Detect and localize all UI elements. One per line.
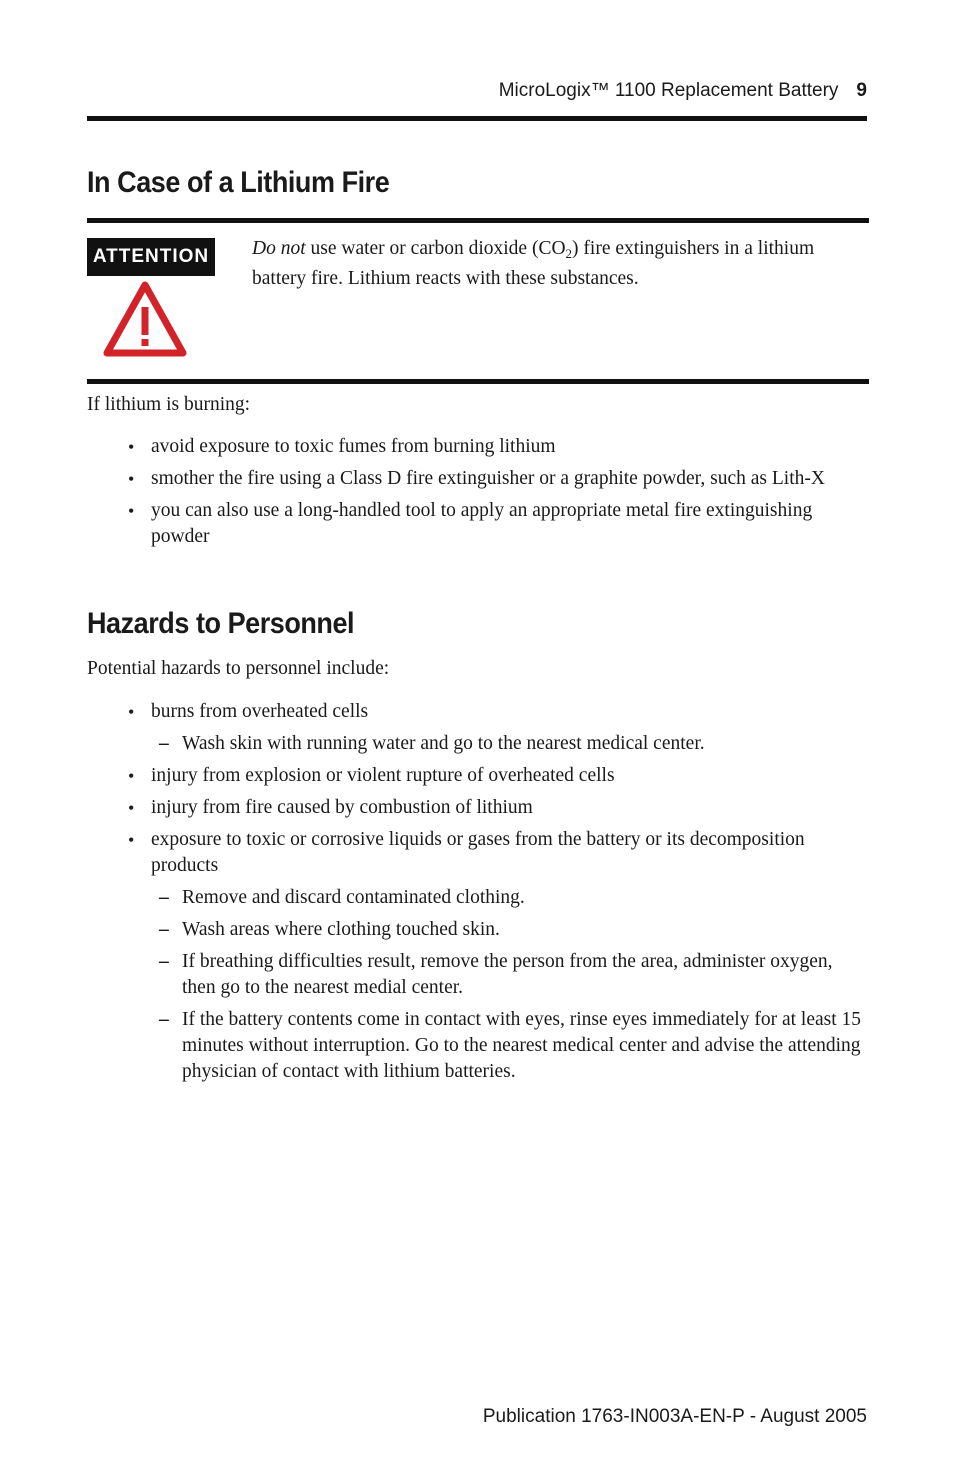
list-item: • you can also use a long-handled tool to apply an appropriate metal fire extinguishing powder — [0, 498, 867, 550]
section-title-lithium-fire: In Case of a Lithium Fire — [87, 166, 390, 199]
sub-list-item: – Remove and discard contaminated clothing. — [0, 885, 867, 911]
sub-list-item: – If the battery contents come in contact with eyes, rinse eyes immediately for at least 15 minutes without interruption. Go to the nearest medical center and advise the attending physician of contact with lithium batteries. — [0, 1007, 867, 1085]
hazards-list — [0, 699, 954, 1085]
list-item: • smother the fire using a Class D fire extinguisher or a graphite powder, such as Lith-X — [0, 466, 867, 492]
running-header — [87, 80, 867, 102]
attention-text-b: ) fire extinguishers in a lithium battery fire. Lithium reacts with these substances. — [252, 238, 815, 289]
sub-list-item: – If breathing difficulties result, remove the person from the area, administer oxygen, then go to the nearest medial center. — [0, 949, 867, 1001]
section-title-hazards: Hazards to Personnel — [87, 607, 355, 640]
sub-list-item: – Wash areas where clothing touched skin. — [0, 917, 867, 943]
fire-intro: If lithium is burning: — [87, 394, 251, 415]
header-rule — [87, 116, 867, 121]
hazards-intro: Potential hazards to personnel include: — [87, 658, 390, 679]
sub-list-item: – Wash skin with running water and go to the nearest medical center. — [0, 731, 867, 757]
list-item: • injury from fire caused by combustion of lithium — [0, 795, 867, 821]
attention-bottom-rule — [87, 379, 869, 384]
fire-bullet-list — [0, 434, 954, 550]
list-item: • avoid exposure to toxic fumes from burning lithium — [0, 434, 867, 460]
header-title: MicroLogix™ 1100 Replacement Battery — [498, 80, 839, 101]
attention-emphasis: Do not — [252, 238, 306, 259]
list-item: • exposure to toxic or corrosive liquids or gases from the battery or its decomposition products — [0, 827, 867, 879]
list-item: • burns from overheated cells — [0, 699, 867, 725]
list-item: • injury from explosion or violent rupture of overheated cells — [0, 763, 867, 789]
publication-footer: Publication 1763-IN003A-EN-P - August 2005 — [482, 1406, 867, 1427]
attention-subscript: 2 — [565, 246, 573, 261]
attention-message — [252, 234, 862, 294]
attention-top-rule — [87, 218, 869, 223]
page-number: 9 — [856, 80, 867, 101]
attention-text-a: use water or carbon dioxide (CO — [305, 238, 566, 259]
attention-label: ATTENTION — [87, 238, 215, 276]
warning-triangle-icon — [103, 281, 187, 357]
